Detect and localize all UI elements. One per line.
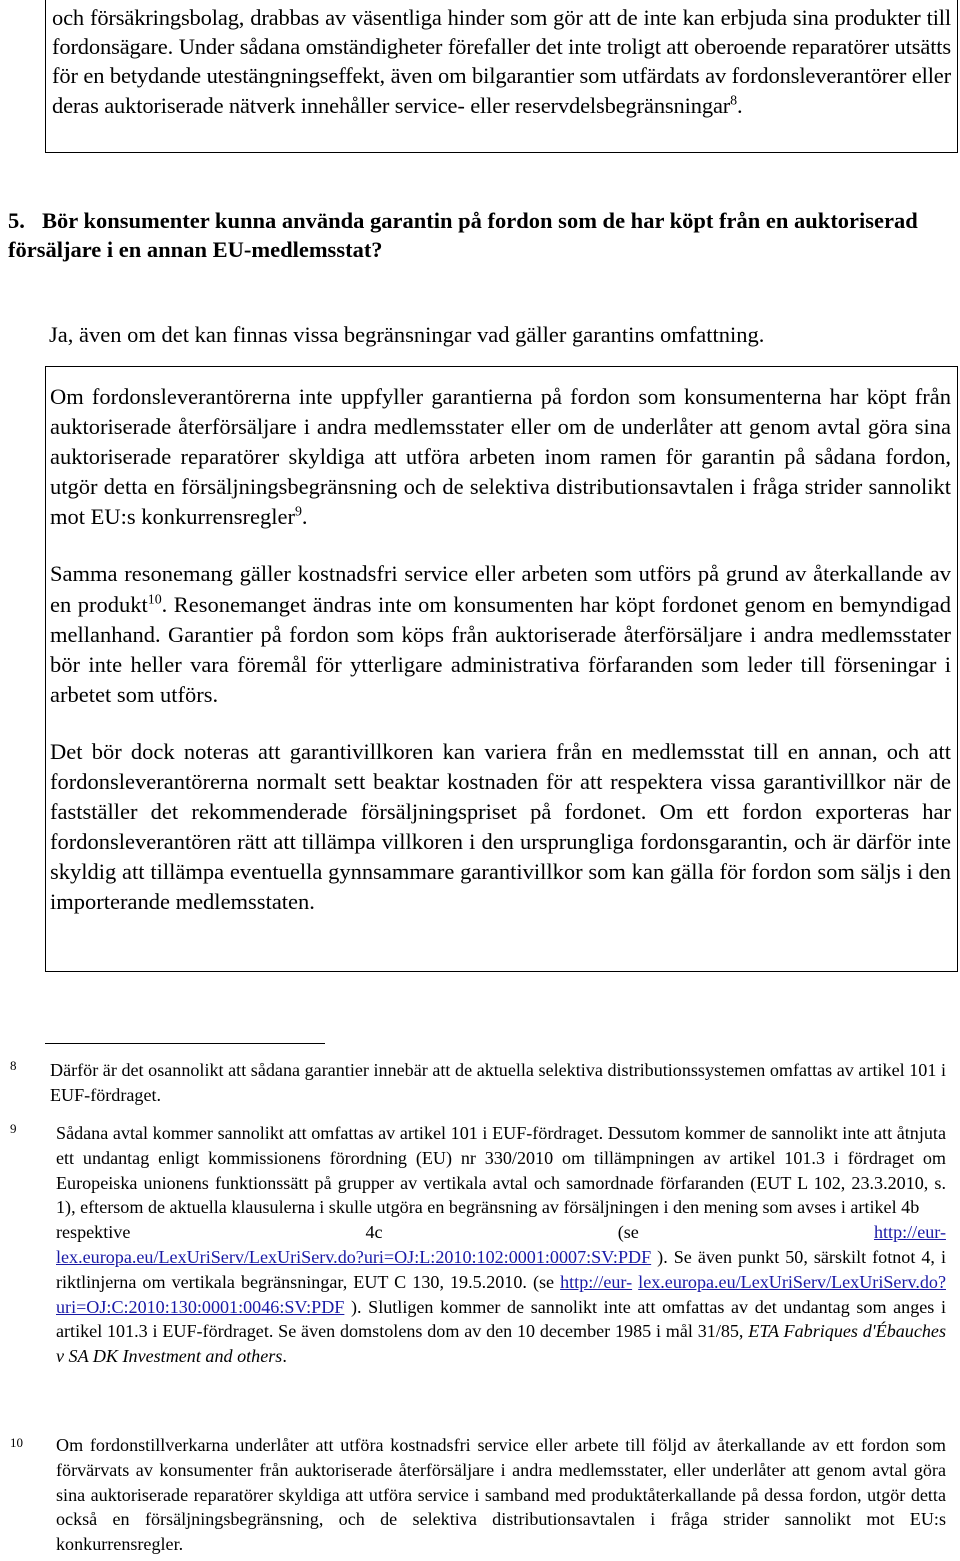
question-5	[8, 206, 948, 264]
text-box-top	[45, 0, 958, 153]
paragraph-1: Om fordonsleverantörerna inte uppfyller garantierna på fordon som konsumenterna har köpt från auktoriserade återförsäljare i andra medlemsstater eller om de underlåter att genom avtal göra sina auktoriserade reparatörer skyldiga att utföra arbeten inom ramen för garantin på sådana fordon, utgör detta en försäljningsbegränsning och de selektiva distributionsavtalen i fråga strider sannolikt mot EU:s konkurrensregler$^9$.	[50, 384, 951, 530]
text-box-answer	[45, 366, 958, 972]
footnote-mark: 9	[10, 1121, 17, 1136]
footnote-text: Därför är det osannolikt att sådana garantier innebär att de aktuella selektiva distributionssystemen omfattas av artikel 101 i EUF-fördraget.	[50, 1060, 946, 1105]
eurlex-link-2[interactable]: lex.europa.eu/LexUriServ/LexUriServ.do?uri=OJ:C:2010:130:0001:0046:SV:PDF	[56, 1271, 946, 1317]
footnote-9	[0, 1121, 960, 1369]
question-number: 5.	[8, 208, 25, 233]
footnote-mark: 8	[10, 1058, 17, 1073]
paragraph-2: Samma resonemang gäller kostnadsfri service eller arbeten som utförs på grund av återkallande av en produkt$^{10}$. Resonemanget ändras inte om konsumenten har köpt fordonet genom en bemyndigad mellanhand. Garantier på fordon som köps från auktoriserade återförsäljare i andra medlemsstater bör inte heller vara föremål för ytterligare administrativa förfaranden som leder till förseningar i arbetet som utförs.	[50, 561, 952, 707]
case-name: ETA Fabriques d'Ébauches v SA DK Investment and others	[56, 1321, 946, 1367]
question-text: Bör konsumenter kunna använda garantin på fordon som de har köpt från en auktoriserad försäljare i en annan EU-medlemsstat?	[8, 208, 918, 262]
footnote-ref-10[interactable]: 10	[147, 592, 162, 608]
footnote-text: Om fordonstillverkarna underlåter att utföra kostnadsfri service eller arbete till följd av återkallande av ett fordon som förvärvats av konsumenter från auktoriserade återförsäljare i andra medlemsstater, eller underlåter att genom avtal göra sina auktoriserade reparatörer skyldiga att utföra service i samband med produktåterkallande på dessa fordon, utgör detta också en försäljningsbegränsning, och de selektiva distributionsavtalen i fråga strider sannolikt mot EU:s konkurrensregler.	[56, 1435, 946, 1555]
footnote-ref-9[interactable]: 9	[294, 504, 302, 520]
footnote-separator	[45, 1043, 325, 1044]
footnote-ref-8[interactable]: 8	[730, 93, 737, 109]
paragraph-insurance: och försäkringsbolag, drabbas av väsentliga hinder som gör att de inte kan erbjuda sina produkter till fordonsägare. Under sådana omständigheter förefaller det inte troligt att oberoende reparatörer utsätts för en betydande utestängningseffekt, även om bilgarantier som utfärdats av fordonsleverantörer eller deras auktoriserade nätverk innehåller service- eller reservdelsbegränsningar$^8$.	[52, 5, 951, 118]
eurlex-link-2-start[interactable]: http://eur-	[560, 1271, 633, 1292]
paragraph-3: Det bör dock noteras att garantivillkoren kan variera från en medlemsstat till en annan, och att fordonsleverantörerna normalt sett beaktar kostnaden för att respektera vissa garantivillkor när de fastställer det rekommenderade försäljningspriset på fordonet. Om ett fordon exporteras har fordonsleverantören rätt att tillämpa villkoren i den ursprungliga fordonsgarantin, och är därför inte skyldig att tillämpa eventuella gynnsammare garantivillkor som kan gälla för fordon som säljs i den importerande medlemsstaten.	[50, 738, 951, 915]
footnote-8	[0, 1058, 960, 1108]
footnote-10	[0, 1433, 960, 1557]
footnote-mark: 10	[10, 1435, 23, 1450]
footnote-text: Sådana avtal kommer sannolikt att omfattas av artikel 101 i EUF-fördraget. Dessutom kommer de sannolikt inte att åtnjuta ett undantag enligt kommissionens förordning (EU) nr 330/2010 om tillämpningen av artikel 101.3 i fördraget om Europeiska unionens funktionssätt på grupper av vertikala avtal och samordnade förfaranden (EUT L 102, 23.3.2010, s. 1), eftersom de aktuella klausulerna i skulle utgöra en begränsning av försäljningen i den mening som avses i artikel 4b respektive 4c (se http://eur- lex.europa.eu/LexUriServ/LexUriServ.do?uri=OJ:L:2010:102:0001:0007:SV:PDF ). Se även punkt 50, särskilt fotnot 4, i riktlinjerna om vertikala begränsningar, EUT C 130, 19.5.2010. (se http://eur- lex.europa.eu/LexUriServ/LexUriServ.do?uri=OJ:C:2010:130:0001:0046:SV:PDF ). Slutligen kommer de sannolikt inte att omfattas av det undantag som anges i artikel 101.3 i EUF-fördraget. Se även domstolens dom av den 10 december 1985 i mål 31/85, ETA Fabriques d'Ébauches v SA DK Investment and others.	[56, 1123, 946, 1367]
answer-text: Ja, även om det kan finnas vissa begränsningar vad gäller garantins omfattning.	[49, 322, 765, 347]
eurlex-link-1-start[interactable]: http://eur-	[873, 1222, 946, 1243]
eurlex-link-1[interactable]: lex.europa.eu/LexUriServ/LexUriServ.do?uri=OJ:L:2010:102:0001:0007:SV:PDF	[56, 1246, 652, 1267]
footnote-spaced-line: respektive 4c (se http://eur-	[56, 1220, 946, 1245]
